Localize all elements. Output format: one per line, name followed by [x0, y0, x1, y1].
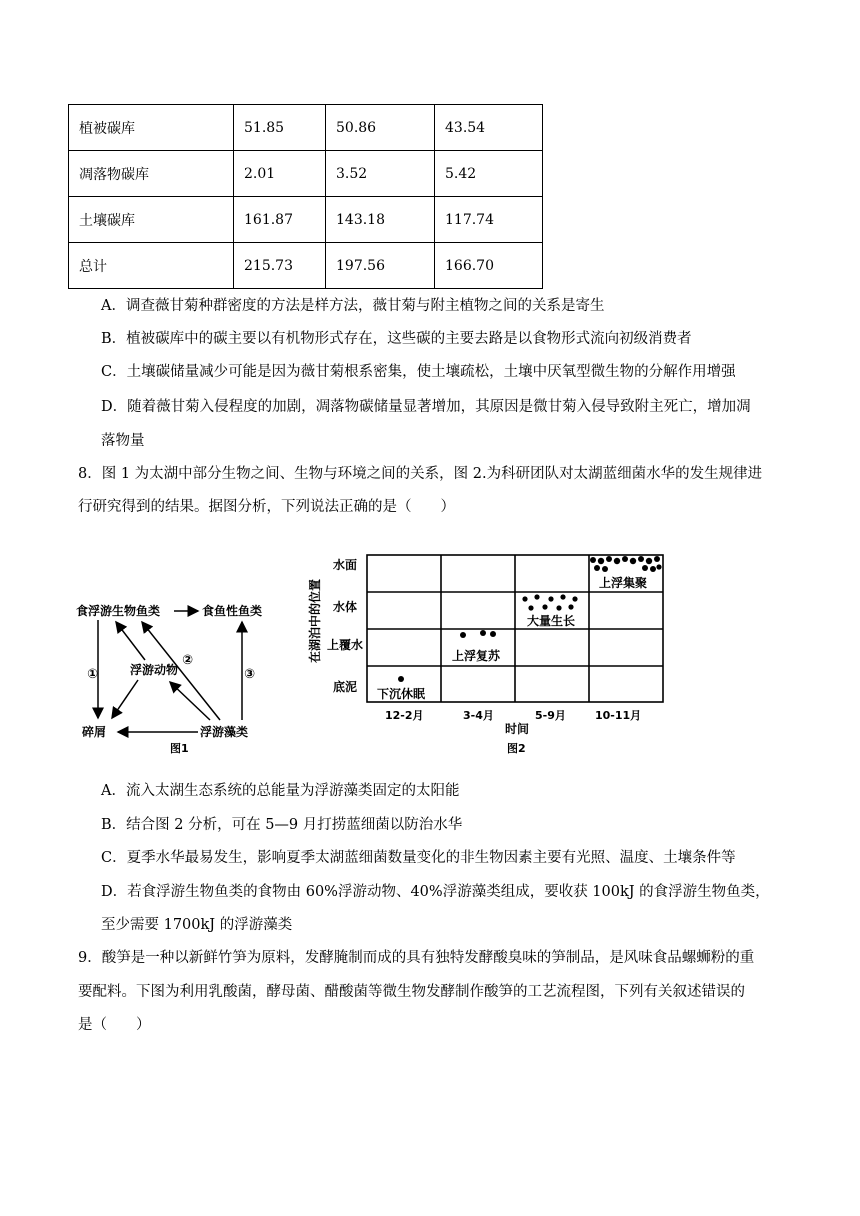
table-cell: 3.52 [326, 151, 435, 197]
stage-sink-dormant: 下沉休眠 [377, 687, 426, 701]
table-row [69, 151, 543, 197]
table-cell: 植被碳库 [69, 105, 234, 151]
col-label-dec-feb: 12-2月 [385, 709, 424, 722]
table-cell: 197.56 [326, 243, 435, 289]
table-cell: 143.18 [326, 197, 435, 243]
table-cell: 161.87 [234, 197, 326, 243]
figure1-food-web [70, 590, 290, 760]
table-cell: 43.54 [435, 105, 543, 151]
q8-option-a: A．流入太湖生态系统的总能量为浮游藻类固定的太阳能 [101, 783, 460, 799]
q9-stem-line3: 是（ ） [78, 1017, 151, 1033]
table-cell: 总计 [69, 243, 234, 289]
carbon-storage-table [68, 104, 543, 289]
q8-option-d-cont: 至少需要 1700kJ 的浮游藻类 [101, 917, 293, 933]
q8-option-b: B．结合图 2 分析，可在 5—9 月打捞蓝细菌以防治水华 [101, 817, 463, 833]
q8-stem-line1: 8．图 1 为太湖中部分生物之间、生物与环境之间的关系，图 2.为科研团队对太湖蓝细菌水华的发生规律进 [78, 466, 763, 482]
table-cell: 51.85 [234, 105, 326, 151]
row-label-sediment: 底泥 [333, 680, 358, 694]
node-detritus: 碎屑 [82, 725, 107, 739]
q7-option-b: B．植被碳库中的碳主要以有机物形式存在，这些碳的主要去路是以食物形式流向初级消费者 [101, 331, 692, 347]
table-row [69, 197, 543, 243]
stage-float-revive: 上浮复苏 [452, 649, 501, 663]
node-phytoplankton: 浮游藻类 [200, 725, 249, 739]
q7-option-c: C．土壤碳储量减少可能是因为薇甘菊根系密集，使土壤疏松，土壤中厌氧型微生物的分解作用增强 [101, 364, 736, 380]
figure2-x-label: 时间 [505, 722, 530, 736]
colony-dots-overlying [460, 630, 496, 638]
mark-1: ① [87, 667, 99, 682]
col-label-oct-nov: 10-11月 [595, 709, 642, 722]
table-cell: 50.86 [326, 105, 435, 151]
stage-float-aggregate: 上浮集聚 [599, 576, 648, 590]
colony-dots-water-body [522, 594, 577, 610]
colony-dots-surface [590, 556, 662, 572]
figure2-bloom-grid [305, 545, 675, 760]
q8-option-c: C．夏季水华最易发生，影响夏季太湖蓝细菌数量变化的非生物因素主要有光照、温度、土壤条件等 [101, 850, 736, 866]
q7-option-d-cont: 落物量 [101, 433, 145, 449]
arrow-zooplankton-to-detritus [112, 680, 138, 718]
mark-2: ② [182, 653, 194, 668]
table-cell: 166.70 [435, 243, 543, 289]
col-label-may-sep: 5-9月 [535, 709, 566, 722]
arrow-zooplankton-to-fish [116, 622, 145, 660]
table-cell: 215.73 [234, 243, 326, 289]
colony-dots-sediment [398, 676, 404, 682]
node-zooplankton: 浮游动物 [130, 663, 179, 677]
table-cell: 2.01 [234, 151, 326, 197]
figure1-caption: 图1 [170, 742, 189, 755]
q9-stem-line1: 9．酸笋是一种以新鲜竹笋为原料，发酵腌制而成的具有独特发酵酸臭味的笋制品，是风味食品螺蛳粉的重 [78, 950, 755, 966]
table-row [69, 243, 543, 289]
table-cell: 凋落物碳库 [69, 151, 234, 197]
row-label-water-body: 水体 [333, 600, 358, 614]
table-cell: 5.42 [435, 151, 543, 197]
col-label-mar-apr: 3-4月 [463, 709, 494, 722]
q7-option-d: D．随着薇甘菊入侵程度的加剧，凋落物碳储量显著增加，其原因是微甘菊入侵导致附主死亡，增加凋 [101, 399, 751, 415]
q9-stem-line2: 要配料。下图为利用乳酸菌，酵母菌、醋酸菌等微生物发酵制作酸笋的工艺流程图，下列有关叙述错误的 [78, 984, 745, 1000]
node-piscivorous-fish: 食鱼性鱼类 [202, 604, 263, 618]
mark-3: ③ [244, 667, 256, 682]
row-label-surface: 水面 [333, 558, 358, 572]
table-cell: 117.74 [435, 197, 543, 243]
table-row [69, 105, 543, 151]
table-cell: 土壤碳库 [69, 197, 234, 243]
stage-mass-growth: 大量生长 [527, 614, 576, 628]
q7-option-a: A．调查薇甘菊种群密度的方法是样方法，薇甘菊与附主植物之间的关系是寄生 [101, 298, 605, 314]
figure2-y-label: 在湖泊中的位置 [308, 578, 322, 663]
q8-stem-line2: 行研究得到的结果。据图分析，下列说法正确的是（ ） [78, 499, 455, 515]
figure2-caption: 图2 [507, 742, 526, 755]
node-plankton-eating-fish: 食浮游生物鱼类 [76, 604, 161, 618]
q8-option-d: D．若食浮游生物鱼类的食物由 60%浮游动物、40%浮游藻类组成，要收获 100kJ 的食浮游生物鱼类， [101, 884, 770, 900]
row-label-overlying-water: 上覆水 [327, 638, 364, 652]
